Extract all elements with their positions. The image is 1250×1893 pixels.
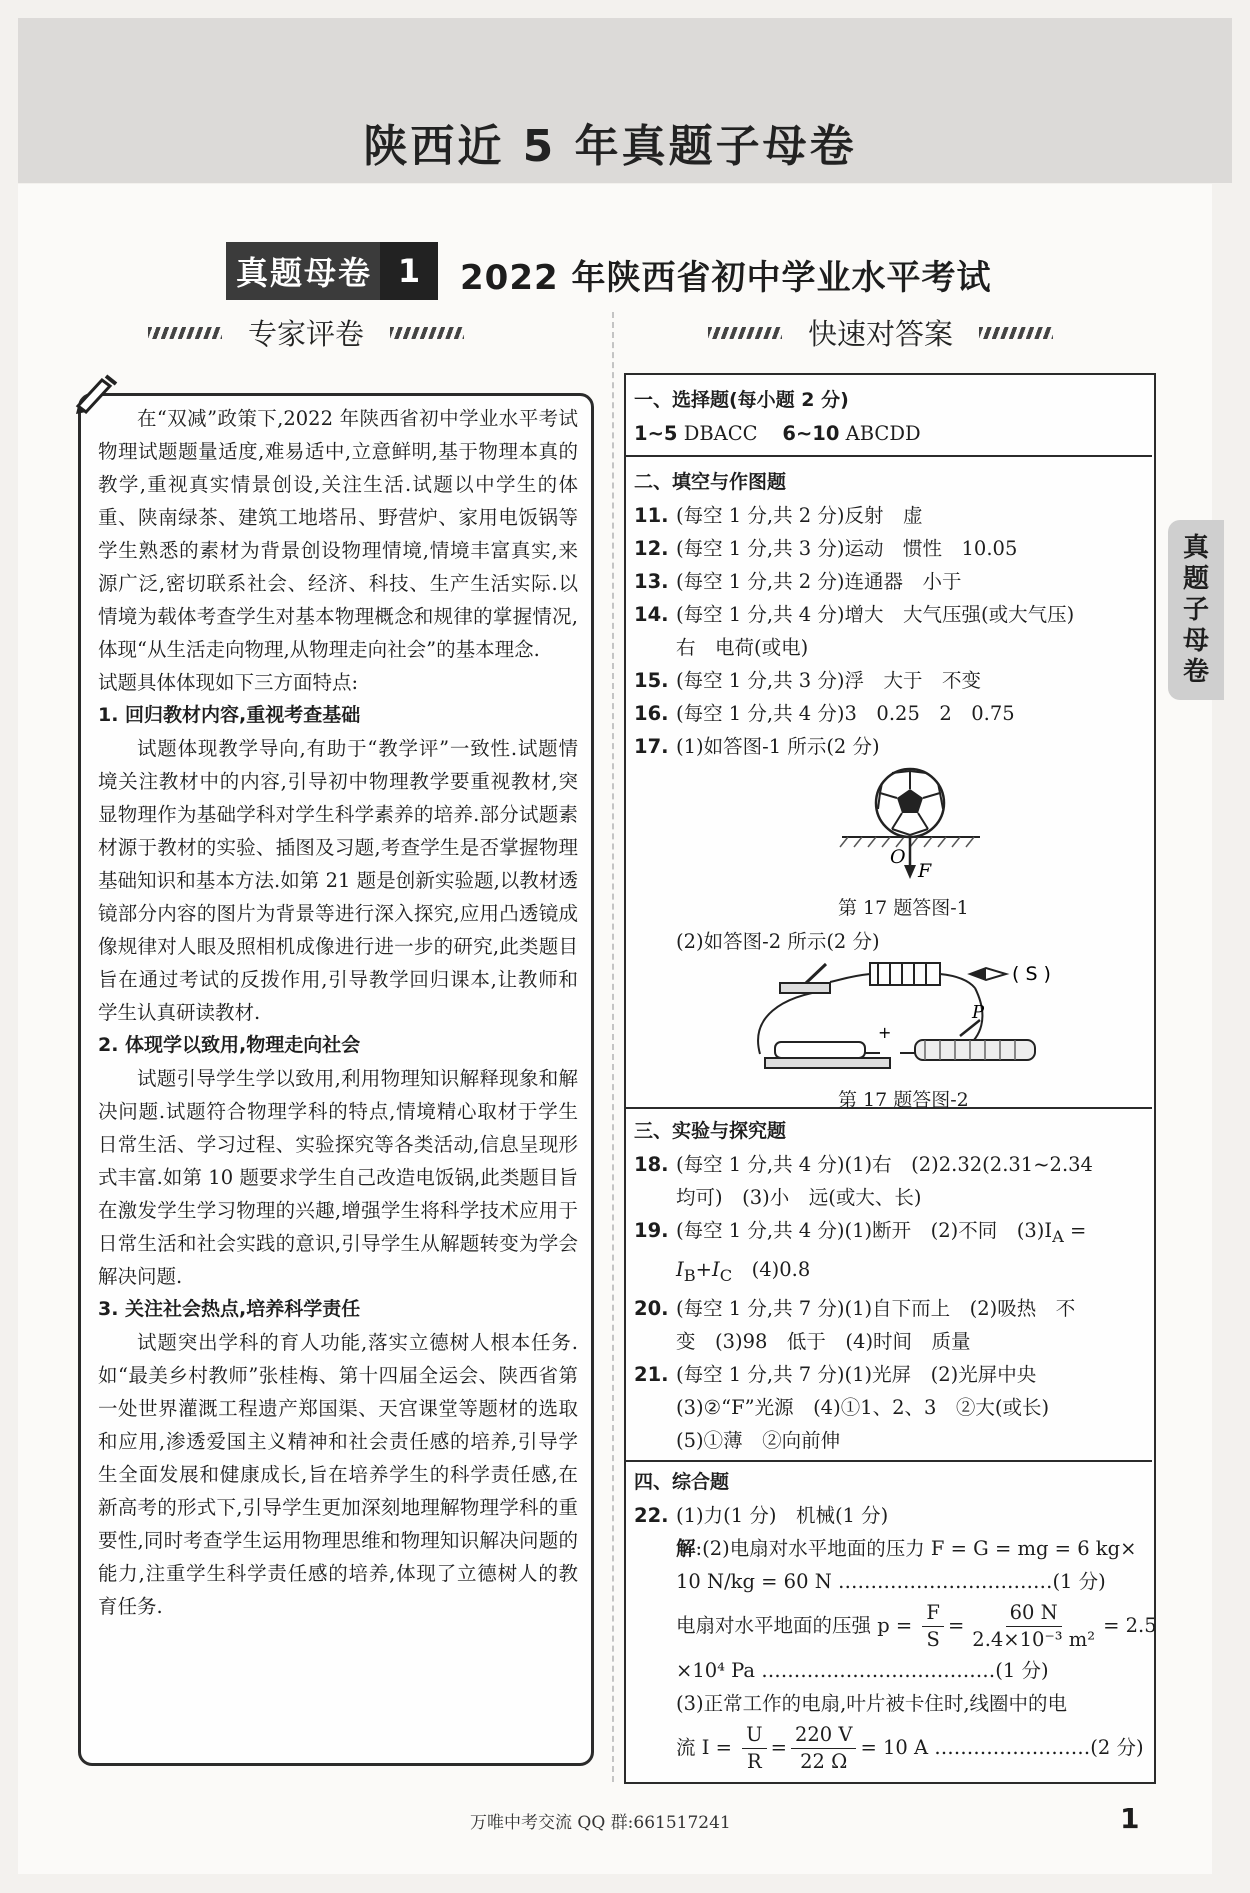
q13-text: (每空 1 分,共 2 分)连通器 小于 (676, 570, 962, 593)
q22-line-4 (634, 1598, 1157, 1654)
section-1-title: 一、选择题(每小题 2 分) (634, 389, 849, 411)
page-number: 1 (1120, 1802, 1140, 1835)
answer-q20 (634, 1292, 1144, 1325)
q22-eq-3: = (770, 1736, 787, 1759)
q18-number: 18. (634, 1153, 669, 1176)
figure-circuit (750, 958, 1080, 1078)
answer-section-divider-3 (624, 1460, 1152, 1462)
answer-q12 (634, 532, 1144, 565)
q22-eq-1: = (947, 1614, 965, 1637)
choice-values-1: DBACC (683, 422, 758, 445)
review-section-3-title: 3. 关注社会热点,培养科学责任 (98, 1298, 361, 1320)
section-2-title: 二、填空与作图题 (634, 471, 787, 493)
q19-ic: +I (695, 1257, 720, 1281)
q13-number: 13. (634, 570, 669, 593)
frac-s: S (926, 1628, 940, 1651)
answer-section-divider-1 (624, 455, 1152, 457)
q19-eq: = (1063, 1219, 1087, 1242)
q19-rest: (4)0.8 (732, 1257, 811, 1281)
q18-text: (每空 1 分,共 4 分)(1)右 (2)2.32(2.31~2.34 (676, 1153, 1093, 1176)
frac-220v: 220 V (791, 1722, 857, 1749)
q19-sub-a: A (1052, 1226, 1064, 1246)
q22-result-3: = 10 A ……………………(2 分) (860, 1736, 1144, 1759)
q19-continuation (634, 1253, 1144, 1292)
answer-q11 (634, 499, 1144, 532)
badge-label: 真题母卷 (236, 254, 373, 292)
q20-text: (每空 1 分,共 7 分)(1)自下而上 (2)吸热 不 (676, 1296, 1076, 1320)
q16-number: 16. (634, 702, 669, 725)
hatch-decoration (390, 327, 464, 339)
choice-range-2: 6~10 (782, 422, 840, 445)
frac-area: 2.4×10⁻³ m² (972, 1628, 1096, 1651)
quick-answer-title: 快速对答案 (808, 317, 954, 351)
q15-text: (每空 1 分,共 3 分)浮 大于 不变 (676, 669, 982, 692)
expert-review-text (98, 402, 578, 1623)
q19-number: 19. (634, 1219, 669, 1242)
hatch-decoration (148, 327, 222, 339)
multiple-choice-section (634, 384, 1144, 450)
exam-title: 2022 年陕西省初中学业水平考试 (460, 258, 992, 298)
review-intro-2: 试题具体体现如下三方面特点: (98, 671, 359, 694)
answer-q21 (634, 1358, 1144, 1391)
fig1-label-o: O (890, 846, 906, 868)
q17-text: (1)如答图-1 所示(2 分) (676, 735, 880, 758)
q22-line-5: ×10⁴ Pa ………………………………(1 分) (676, 1659, 1049, 1682)
q12-text: (每空 1 分,共 3 分)运动 惯性 10.05 (676, 537, 1018, 560)
review-section-2-text: 试题引导学生学以致用,利用物理知识解释现象和解决问题.试题符合物理学科的特点,情境精心取材于学生日常生活、学习过程、实验探究等各类活动,信息呈现形式丰富.如第 10 题要求学生自己改造电饭锅,此类题目旨在激发学生学习物理的兴趣,增强学生将科学技术应用于日常生活和社会实践的意识,引导学生从解题转变为学会解决问题. (98, 1067, 578, 1288)
q12-number: 12. (634, 537, 669, 560)
q20-number: 20. (634, 1296, 669, 1320)
side-tab-char-5: 卷 (1182, 656, 1209, 687)
fig2-label-plus: + (878, 1023, 892, 1042)
choice-range-1: 1~5 (634, 422, 678, 445)
q20-continuation: 变 (3)98 低于 (4)时间 质量 (676, 1329, 971, 1353)
q22-line-3: 10 N/kg = 60 N ……………………………(1 分) (676, 1570, 1106, 1593)
side-tab-char-1: 真 (1182, 532, 1209, 563)
experiment-section (634, 1115, 1144, 1457)
figure-1-caption: 第 17 题答图-1 (838, 897, 969, 919)
q19-sub-b: B (683, 1265, 696, 1285)
figure-2-caption: 第 17 题答图-2 (838, 1089, 969, 1111)
side-tab-char-3: 子 (1182, 594, 1209, 625)
figure-ball-pressure (830, 765, 1010, 895)
q22-line-6: (3)正常工作的电扇,叶片被卡住时,线圈中的电 (676, 1692, 1068, 1715)
quick-answer-heading (708, 312, 1053, 353)
side-tab-char-2: 题 (1182, 563, 1209, 594)
q22-text: (1)力(1 分) 机械(1 分) (676, 1504, 889, 1527)
q21-number: 21. (634, 1362, 669, 1386)
choice-values-2: ABCDD (845, 422, 921, 445)
review-section-1-text: 试题体现教学导向,有助于“教学评”一致性.试题情境关注教材中的内容,引导初中物理教学要重视教材,突显物理作为基础学科对学生科学素养的培养.部分试题素材源于教材的实验、插图及习题,考查学生是否掌握物理基础知识和基本方法.如第 21 题是创新实验题,以教材透镜部分内容的图片为背景等进行深入探究,应用凸透镜成像规律对人眼及照相机成像进行进一步的研究,此类题目旨在通过考试的反拨作用,引导教学回归课本,让教师和学生认真研读教材. (98, 737, 578, 1024)
q16-text: (每空 1 分,共 4 分)3 0.25 2 0.75 (676, 702, 1015, 725)
q22-result-1: = 2.5 (1103, 1614, 1157, 1637)
column-divider (612, 312, 614, 1782)
answer-q22 (634, 1499, 1144, 1532)
answer-q15 (634, 664, 1144, 697)
fig2-label-s: ( S ) (1012, 963, 1051, 985)
q17-part-2-text: (2)如答图-2 所示(2 分) (676, 930, 880, 953)
hatch-decoration (708, 327, 782, 339)
section-3-title: 三、实验与探究题 (634, 1120, 787, 1142)
q22-pressure-label: 电扇对水平地面的压强 p = (676, 1614, 913, 1637)
q11-number: 11. (634, 504, 669, 527)
answer-q13 (634, 565, 1144, 598)
paper-badge (226, 242, 438, 300)
q11-text: (每空 1 分,共 2 分)反射 虚 (676, 504, 923, 527)
frac-f: F (922, 1600, 944, 1627)
q21-continuation-2: (5)①薄 ②向前伸 (676, 1428, 841, 1452)
q17-number: 17. (634, 735, 669, 758)
fraction-220v (791, 1722, 857, 1775)
q22-jie: 解 (676, 1537, 696, 1560)
expert-review-heading (148, 312, 464, 353)
frac-60n: 60 N (1006, 1600, 1062, 1627)
page-title: 陕西近 5 年真题子母卷 (363, 121, 857, 172)
section-4-title: 四、综合题 (634, 1471, 730, 1493)
q22-current-label: 流 I = (676, 1736, 732, 1759)
q14-text: (每空 1 分,共 4 分)增大 大气压强(或大气压) (676, 603, 1075, 626)
fraction-60n (968, 1600, 1099, 1653)
fill-in-section (634, 466, 1144, 763)
review-section-1-title: 1. 回归教材内容,重视考查基础 (98, 704, 361, 726)
answer-q19 (634, 1214, 1144, 1253)
q21-text: (每空 1 分,共 7 分)(1)光屏 (2)光屏中央 (676, 1362, 1037, 1386)
q14-continuation: 右 电荷(或电) (676, 636, 809, 659)
answer-q17 (634, 730, 1144, 763)
answer-q14 (634, 598, 1144, 631)
q14-number: 14. (634, 603, 669, 626)
q17-part-2 (634, 925, 1144, 958)
q19-ib: I (676, 1257, 684, 1281)
answer-q18 (634, 1148, 1144, 1181)
q15-number: 15. (634, 669, 669, 692)
answer-q16 (634, 697, 1144, 730)
q22-line-7 (634, 1720, 1144, 1776)
choice-answers (634, 417, 1144, 450)
frac-r: R (747, 1750, 762, 1773)
badge-number: 1 (380, 242, 438, 300)
fraction-u-over-r (742, 1722, 766, 1775)
expert-review-title: 专家评卷 (248, 317, 365, 351)
frac-u: U (742, 1722, 766, 1749)
footer-qq-group: 万唯中考交流 QQ 群:661517241 (470, 1813, 731, 1833)
q22-line-2 (634, 1532, 1144, 1565)
review-intro: 在“双减”政策下,2022 年陕西省初中学业水平考试物理试题题量适度,难易适中,立意鲜明,基于物理本真的教学,重视真实情景创设,关注生活.试题以中学生的体重、陕南绿茶、建筑工地塔吊、野营炉、家用电饭锅等学生熟悉的素材为背景创设物理情境,情境丰富真实,来源广泛,密切联系社会、经济、科技、生产生活实际.以情境为载体考查学生对基本物理概念和规律的掌握情况,体现“从生活走向物理,从物理走向社会”的基本理念. (98, 407, 578, 661)
side-tab (1168, 520, 1224, 700)
fig1-label-f: F (918, 860, 932, 882)
q19-sub-c: C (719, 1265, 733, 1285)
q22-number: 22. (634, 1504, 669, 1527)
q21-continuation-1: (3)②“F”光源 (4)①1、2、3 ②大(或长) (676, 1395, 1050, 1419)
fig2-label-p: P (972, 1002, 985, 1023)
q18-continuation: 均可) (3)小 远(或大、长) (676, 1186, 922, 1209)
q19-text: (每空 1 分,共 4 分)(1)断开 (2)不同 (3)I (676, 1219, 1053, 1242)
q22-line-2-text: :(2)电扇对水平地面的压力 F = G = mg = 6 kg× (695, 1537, 1137, 1560)
hatch-decoration (979, 327, 1053, 339)
review-section-3-text: 试题突出学科的育人功能,落实立德树人根本任务.如“最美乡村教师”张桂梅、第十四届全运会、陕西省第一处世界灌溉工程遗产郑国渠、天宫课堂等题材的选取和应用,渗透爱国主义精神和社会责任感的培养,引导学生全面发展和健康成长,旨在培养学生的科学责任感,在新高考的形式下,引导学生更加深刻地理解物理学科的重要性,同时考查学生运用物理思维和物理知识解决问题的能力,注重学生科学责任感的培养,体现了立德树人的教育任务. (98, 1331, 578, 1618)
side-tab-char-4: 母 (1182, 625, 1209, 656)
comprehensive-section (634, 1466, 1157, 1776)
fraction-f-over-s (922, 1600, 944, 1653)
frac-22ohm: 22 Ω (800, 1750, 848, 1773)
review-section-2-title: 2. 体现学以致用,物理走向社会 (98, 1034, 361, 1056)
